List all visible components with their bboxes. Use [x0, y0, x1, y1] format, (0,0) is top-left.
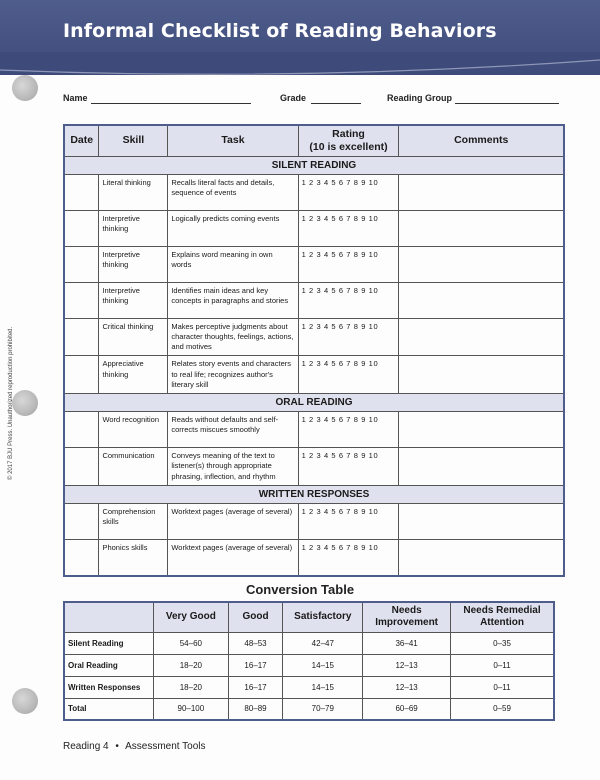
conversion-range-cell: 60–69: [363, 698, 451, 720]
task-cell: Recalls literal facts and details, sequence of events: [168, 175, 298, 211]
name-label: Name: [63, 93, 88, 103]
rating-scale-cell[interactable]: 1 2 3 4 5 6 7 8 9 10: [298, 319, 399, 356]
rating-scale-cell[interactable]: 1 2 3 4 5 6 7 8 9 10: [298, 356, 399, 393]
skill-cell: Interpretive thinking: [99, 283, 168, 319]
skill-cell: Word recognition: [99, 412, 168, 448]
comments-cell[interactable]: [399, 211, 564, 247]
conversion-range-cell: 16–17: [228, 654, 283, 676]
date-cell[interactable]: [64, 319, 99, 356]
conversion-column-header: Needs Improvement: [363, 602, 451, 632]
task-cell: Makes perceptive judgments about character thoughts, feelings, actions, and motives: [168, 319, 298, 356]
punch-hole-top: [12, 75, 38, 101]
skill-cell: Phonics skills: [99, 540, 168, 576]
skill-cell: Appreciative thinking: [99, 356, 168, 393]
footer-section: Assessment Tools: [125, 741, 206, 752]
rating-scale-cell[interactable]: 1 2 3 4 5 6 7 8 9 10: [298, 175, 399, 211]
conversion-range-cell: 0–11: [451, 676, 554, 698]
conversion-range-cell: 14–15: [283, 654, 363, 676]
conversion-range-cell: 70–79: [283, 698, 363, 720]
copyright-notice: © 2017 BJU Press. Unauthorized reproduction prohibited.: [8, 326, 14, 480]
punch-hole-middle: [12, 390, 38, 416]
date-cell[interactable]: [64, 247, 99, 283]
section-row: [64, 485, 564, 504]
grade-field[interactable]: [311, 103, 361, 104]
reading-group-field[interactable]: [455, 103, 559, 104]
date-header: Date: [64, 125, 99, 156]
conversion-row: [64, 632, 554, 654]
task-cell: Explains word meaning in own words: [168, 247, 298, 283]
conversion-range-cell: 12–13: [363, 654, 451, 676]
checklist-row: [64, 504, 564, 540]
checklist-row: [64, 175, 564, 211]
conversion-row: [64, 698, 554, 720]
rating-scale-cell[interactable]: 1 2 3 4 5 6 7 8 9 10: [298, 211, 399, 247]
conversion-column-header: Needs Remedial Attention: [451, 602, 554, 632]
task-cell: Worktext pages (average of several): [168, 540, 298, 576]
checklist-row: [64, 247, 564, 283]
task-header: Task: [168, 125, 298, 156]
checklist-row: [64, 412, 564, 448]
rating-header-line2: (10 is excellent): [309, 140, 388, 153]
date-cell[interactable]: [64, 540, 99, 576]
checklist-row: [64, 540, 564, 576]
section-title: ORAL READING: [64, 393, 564, 412]
skill-cell: Communication: [99, 448, 168, 485]
task-cell: Worktext pages (average of several): [168, 504, 298, 540]
checklist-row: [64, 448, 564, 485]
date-cell[interactable]: [64, 175, 99, 211]
section-title: SILENT READING: [64, 156, 564, 175]
conversion-column-header: Very Good: [154, 602, 229, 632]
rating-scale-cell[interactable]: 1 2 3 4 5 6 7 8 9 10: [298, 283, 399, 319]
conversion-header-row: [64, 602, 554, 632]
reading-behaviors-checklist: [63, 124, 565, 577]
comments-cell[interactable]: [399, 175, 564, 211]
checklist-row: [64, 319, 564, 356]
footer-course: Reading 4: [63, 741, 109, 752]
conversion-range-cell: 12–13: [363, 676, 451, 698]
conversion-column-header: Good: [228, 602, 283, 632]
conversion-range-cell: 16–17: [228, 676, 283, 698]
comments-cell[interactable]: [399, 283, 564, 319]
rating-scale-cell[interactable]: 1 2 3 4 5 6 7 8 9 10: [298, 412, 399, 448]
comments-cell[interactable]: [399, 412, 564, 448]
section-row: [64, 156, 564, 175]
checklist-header-row: [64, 125, 564, 156]
conversion-range-cell: 42–47: [283, 632, 363, 654]
grade-label: Grade: [280, 93, 307, 103]
conversion-table-title: Conversion Table: [245, 582, 355, 597]
skill-cell: Comprehension skills: [99, 504, 168, 540]
conversion-row-label: Total: [64, 698, 154, 720]
rating-scale-cell[interactable]: 1 2 3 4 5 6 7 8 9 10: [298, 247, 399, 283]
reading-group-label: Reading Group: [387, 93, 452, 103]
conversion-range-cell: 18–20: [154, 654, 229, 676]
date-cell[interactable]: [64, 356, 99, 393]
rating-header-line1: Rating: [332, 128, 365, 141]
date-cell[interactable]: [64, 412, 99, 448]
comments-cell[interactable]: [399, 504, 564, 540]
rating-scale-cell[interactable]: 1 2 3 4 5 6 7 8 9 10: [298, 504, 399, 540]
conversion-range-cell: 54–60: [154, 632, 229, 654]
conversion-range-cell: 90–100: [154, 698, 229, 720]
conversion-row-label: Silent Reading: [64, 632, 154, 654]
page-title: Informal Checklist of Reading Behaviors: [63, 20, 497, 42]
rating-scale-cell[interactable]: 1 2 3 4 5 6 7 8 9 10: [298, 448, 399, 485]
comments-cell[interactable]: [399, 356, 564, 393]
skill-cell: Interpretive thinking: [99, 247, 168, 283]
date-cell[interactable]: [64, 448, 99, 485]
conversion-range-cell: 0–35: [451, 632, 554, 654]
conversion-range-cell: 14–15: [283, 676, 363, 698]
date-cell[interactable]: [64, 504, 99, 540]
comments-header: Comments: [399, 125, 564, 156]
task-cell: Reads without defaults and self-corrects miscues smoothly: [168, 412, 298, 448]
skill-cell: Interpretive thinking: [99, 211, 168, 247]
task-cell: Identifies main ideas and key concepts in paragraphs and stories: [168, 283, 298, 319]
skill-cell: Literal thinking: [99, 175, 168, 211]
conversion-corner-cell: [64, 602, 154, 632]
conversion-row-label: Oral Reading: [64, 654, 154, 676]
conversion-table: [63, 601, 555, 721]
conversion-row: [64, 676, 554, 698]
checklist-row: [64, 283, 564, 319]
section-row: [64, 393, 564, 412]
section-title: WRITTEN RESPONSES: [64, 485, 564, 504]
punch-hole-bottom: [12, 688, 38, 714]
comments-cell[interactable]: [399, 448, 564, 485]
comments-cell[interactable]: [399, 540, 564, 576]
conversion-range-cell: 80–89: [228, 698, 283, 720]
conversion-range-cell: 18–20: [154, 676, 229, 698]
checklist-row: [64, 211, 564, 247]
task-cell: Relates story events and characters to real life; recognizes author's literary skill: [168, 356, 298, 393]
name-field[interactable]: [91, 103, 251, 104]
skill-header: Skill: [99, 125, 168, 156]
date-cell[interactable]: [64, 211, 99, 247]
banner-curve: [0, 52, 600, 82]
task-cell: Conveys meaning of the text to listener(s) through appropriate phrasing, inflection, and rhythm: [168, 448, 298, 485]
checklist-row: [64, 356, 564, 393]
date-cell[interactable]: [64, 283, 99, 319]
comments-cell[interactable]: [399, 247, 564, 283]
student-info-row: [63, 93, 563, 107]
skill-cell: Critical thinking: [99, 319, 168, 356]
conversion-row: [64, 654, 554, 676]
task-cell: Logically predicts coming events: [168, 211, 298, 247]
conversion-range-cell: 0–11: [451, 654, 554, 676]
conversion-range-cell: 0–59: [451, 698, 554, 720]
rating-header: [298, 125, 399, 156]
conversion-column-header: Satisfactory: [283, 602, 363, 632]
page-footer: [63, 741, 206, 752]
comments-cell[interactable]: [399, 319, 564, 356]
conversion-range-cell: 36–41: [363, 632, 451, 654]
footer-separator: •: [115, 741, 119, 752]
conversion-range-cell: 48–53: [228, 632, 283, 654]
rating-scale-cell[interactable]: 1 2 3 4 5 6 7 8 9 10: [298, 540, 399, 576]
conversion-row-label: Written Responses: [64, 676, 154, 698]
